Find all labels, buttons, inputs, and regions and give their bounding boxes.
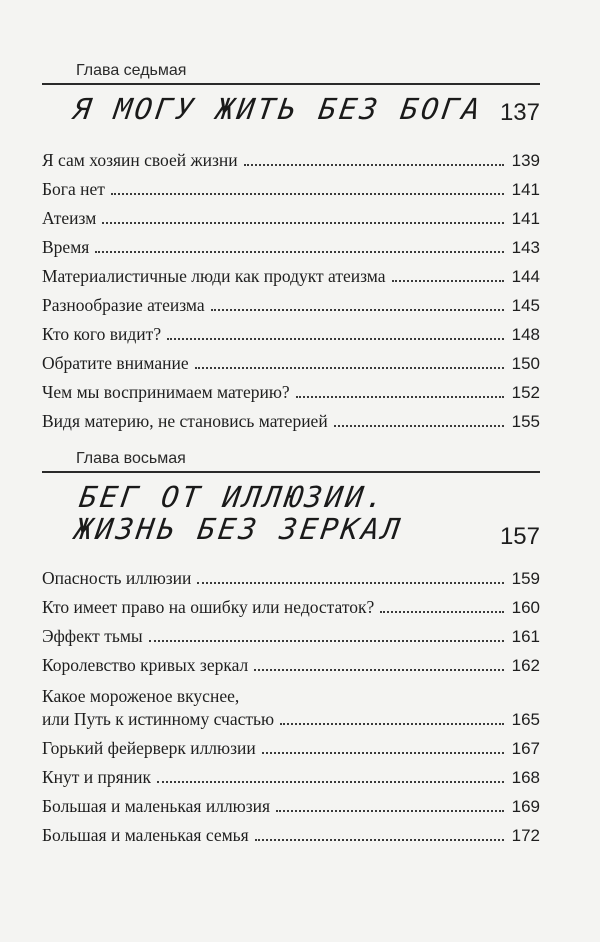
entry-title: Эффект тьмы <box>42 626 143 646</box>
entry-page: 159 <box>511 569 540 588</box>
entry-page: 165 <box>511 710 540 729</box>
toc-entry[interactable] <box>42 317 540 346</box>
entry-title: Какое мороженое вкуснее, или Путь к истинному счастью <box>42 686 275 729</box>
dot-leader <box>244 164 504 166</box>
entry-page: 144 <box>511 267 540 286</box>
entry-title: Большая и маленькая иллюзия <box>42 796 271 816</box>
dot-leader <box>255 839 504 841</box>
toc-entry[interactable] <box>42 230 540 259</box>
dot-leader <box>211 309 504 311</box>
entry-title: Бога нет <box>42 179 105 199</box>
dot-leader <box>197 582 504 584</box>
toc-entries <box>42 143 540 433</box>
chapter-title <box>37 473 545 545</box>
entry-page: 143 <box>511 238 540 257</box>
entry-title: Атеизм <box>42 208 97 228</box>
entry-page: 169 <box>511 797 540 816</box>
dot-leader <box>167 338 504 340</box>
toc-entry[interactable] <box>42 201 540 230</box>
entry-title: Обратите внимание <box>42 353 189 373</box>
entry-page: 161 <box>511 627 540 646</box>
toc-entry[interactable] <box>42 677 540 731</box>
toc-entry[interactable] <box>42 346 540 375</box>
dot-leader <box>296 396 504 398</box>
entry-title: Горький фейерверк иллюзии <box>42 738 256 758</box>
toc-entries <box>42 561 540 847</box>
dot-leader <box>380 611 504 613</box>
entry-page: 162 <box>511 656 540 675</box>
dot-leader <box>157 781 504 783</box>
toc-entry[interactable] <box>42 561 540 590</box>
toc-entry[interactable] <box>42 731 540 760</box>
chapter-7 <box>42 60 540 433</box>
dot-leader <box>254 669 504 671</box>
entry-page: 168 <box>511 768 540 787</box>
entry-page: 172 <box>511 826 540 845</box>
entry-page: 152 <box>511 383 540 402</box>
toc-entry[interactable] <box>42 288 540 317</box>
entry-page: 150 <box>511 354 540 373</box>
dot-leader <box>149 640 504 642</box>
toc-entry[interactable] <box>42 172 540 201</box>
entry-page: 141 <box>511 209 540 228</box>
chapter-heading <box>42 85 540 135</box>
entry-title: Кто имеет право на ошибку или недостаток? <box>42 597 375 617</box>
chapter-page-number: 157 <box>499 523 540 550</box>
entry-page: 145 <box>511 296 540 315</box>
dot-leader <box>276 810 504 812</box>
chapter-title-line: БЕГ ОТ ИЛЛЮЗИИ. <box>77 480 389 514</box>
toc-entry[interactable] <box>42 619 540 648</box>
chapter-8 <box>42 448 540 847</box>
entry-title: Кто кого видит? <box>42 324 162 344</box>
dot-leader <box>334 425 504 427</box>
dot-leader <box>111 193 504 195</box>
chapter-title-line: Я МОГУ ЖИТЬ БЕЗ БОГА <box>71 92 486 126</box>
entry-title: Опасность иллюзии <box>42 568 192 588</box>
entry-page: 167 <box>511 739 540 758</box>
toc-entry[interactable] <box>42 143 540 172</box>
chapter-label: Глава седьмая <box>76 62 187 79</box>
dot-leader <box>95 251 504 253</box>
chapter-heading <box>42 473 540 555</box>
chapter-title-line: ЖИЗНЬ БЕЗ ЗЕРКАЛ <box>72 512 405 546</box>
toc-entry[interactable] <box>42 648 540 677</box>
toc-entry[interactable] <box>42 404 540 433</box>
entry-title: Видя материю, не становись материей <box>42 411 328 431</box>
entry-page: 139 <box>511 151 540 170</box>
toc-entry[interactable] <box>42 760 540 789</box>
chapter-title <box>39 85 543 125</box>
dot-leader <box>392 280 504 282</box>
toc-entry[interactable] <box>42 789 540 818</box>
entry-page: 155 <box>511 412 540 431</box>
entry-page: 141 <box>511 180 540 199</box>
entry-title: Материалистичные люди как продукт атеизма <box>42 266 386 286</box>
entry-title: Время <box>42 237 90 257</box>
entry-title: Чем мы воспринимаем материю? <box>42 382 290 402</box>
entry-title: Разнообразие атеизма <box>42 295 205 315</box>
entry-title: Королевство кривых зеркал <box>42 655 249 675</box>
dot-leader <box>102 222 504 224</box>
entry-title: Кнут и пряник <box>42 767 151 787</box>
toc-entry[interactable] <box>42 259 540 288</box>
dot-leader <box>262 752 504 754</box>
entry-page: 148 <box>511 325 540 344</box>
dot-leader <box>195 367 504 369</box>
toc-entry[interactable] <box>42 590 540 619</box>
entry-title: Большая и маленькая семья <box>42 825 249 845</box>
entry-page: 160 <box>511 598 540 617</box>
entry-title: Я сам хозяин своей жизни <box>42 150 238 170</box>
toc-entry[interactable] <box>42 375 540 404</box>
dot-leader <box>280 723 504 725</box>
toc-entry[interactable] <box>42 818 540 847</box>
chapter-label: Глава восьмая <box>76 450 186 467</box>
chapter-page-number: 137 <box>499 99 540 126</box>
